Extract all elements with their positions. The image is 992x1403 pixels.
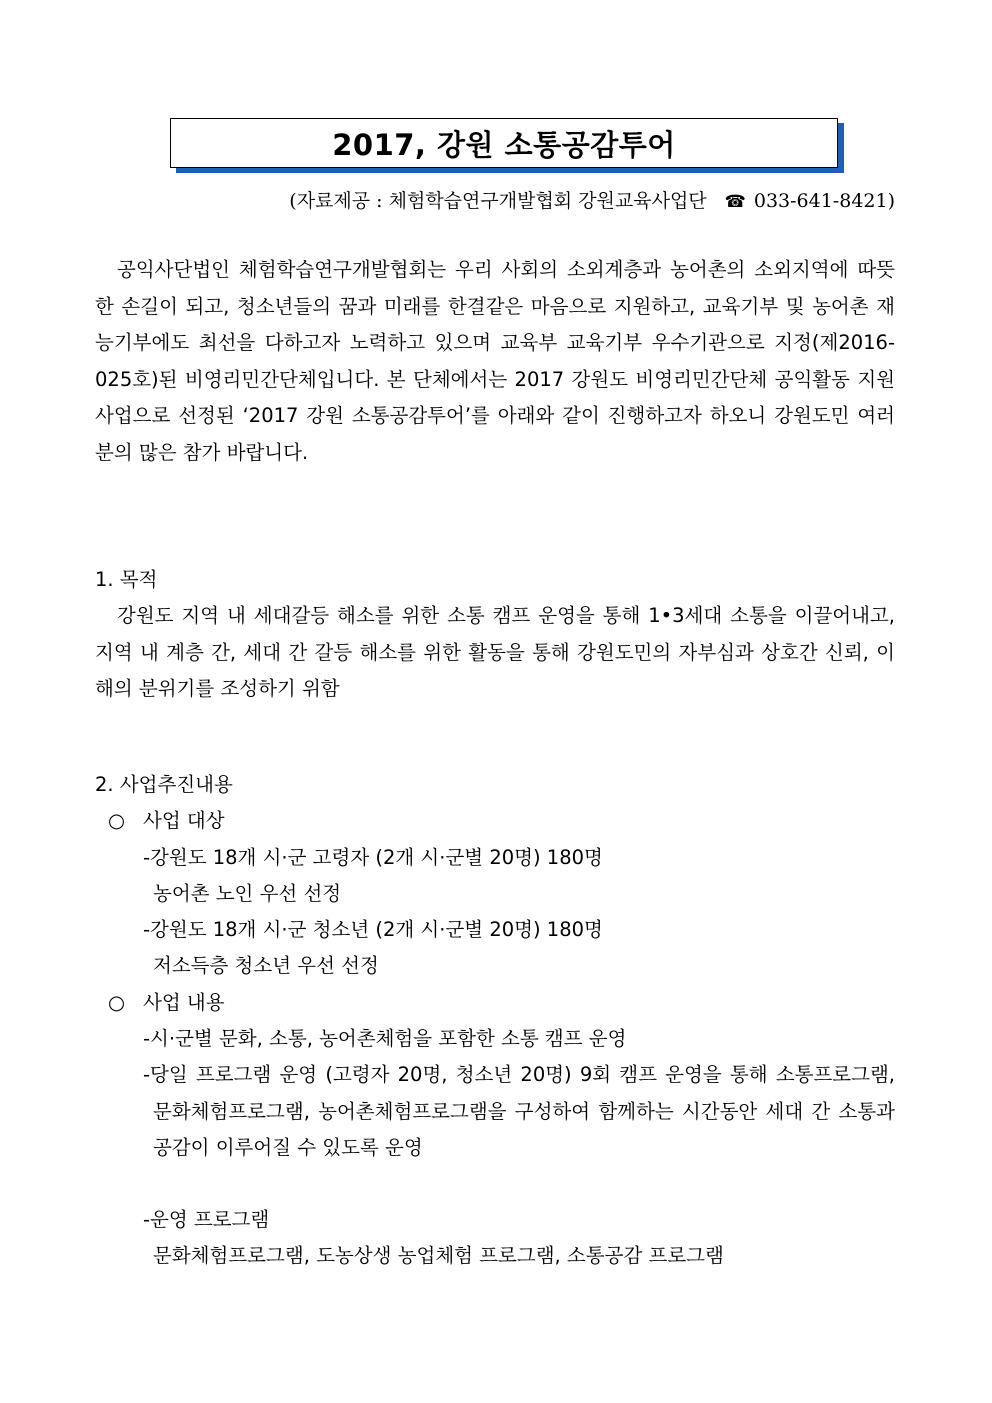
intro-paragraph [95,252,895,471]
source-text: (자료제공 : 체험학습연구개발협회 강원교육사업단 [289,190,707,212]
content-line-3-note: 문화체험프로그램, 도농상생 농업체험 프로그램, 소통공감 프로그램 [153,1244,724,1267]
content-line-3-text: -운영 프로그램 [143,1208,270,1231]
target-label: 사업 대상 [143,809,225,832]
section1-text: 강원도 지역 내 세대갈등 해소를 위한 소통 캠프 운영을 통해 1•3세대 소통을 이끌어내고, 지역 내 계층 간, 세대 간 갈등 해소를 위한 활동을 통해 강원도민의 자부심과 상호간 신뢰, 이해의 분위기를 조성하기 위함 [95,604,895,700]
intro-text: 공익사단법인 체험학습연구개발협회는 우리 사회의 소외계층과 농어촌의 소외지역에 따뜻한 손길이 되고, 청소년들의 꿈과 미래를 한결같은 마음으로 지원하고, 교육기부 및 농어촌 재능기부에도 최선을 다하고자 노력하고 있으며 교육부 교육기부 우수기관으로 지정(제2016-025호)된 비영리민간단체입니다. 본 단체에서는 2017 강원도 비영리민간단체 공익활동 지원사업으로 선정된 ‘2017 강원 소통공감투어’를 아래와 같이 진행하고자 하오니 강원도민 여러분의 많은 참가 바랍니다. [95,258,895,464]
target-bullet [108,803,225,840]
target-line-1 [143,840,895,877]
section2-heading: 2. 사업추진내용 [95,773,233,796]
source-phone: 033-641-8421) [753,190,895,212]
page-title: 2017, 강원 소통공감투어 [332,127,676,162]
bullet-circle: ○ [108,809,126,832]
section1-body [95,598,895,708]
bullet-circle: ○ [108,991,126,1014]
content-line-1 [143,1021,895,1058]
content-line-1-text: -시·군별 문화, 소통, 농어촌체험을 포함한 소통 캠프 운영 [143,1027,627,1050]
target-line-1-note: 농어촌 노인 우선 선정 [153,882,342,905]
target-line-2-text: -강원도 18개 시·군 청소년 (2개 시·군별 20명) 180명 [143,918,603,941]
content-label: 사업 내용 [143,991,225,1014]
title-box [170,118,838,168]
content-line-3 [143,1202,895,1239]
section1-heading: 1. 목적 [95,568,158,591]
target-line-2 [143,912,895,949]
target-line-1-text: -강원도 18개 시·군 고령자 (2개 시·군별 20명) 180명 [143,846,603,869]
content-bullet [108,985,225,1022]
target-line-2-note: 저소득층 청소년 우선 선정 [153,954,379,977]
telephone-icon: ☎ [724,192,746,212]
content-line-2: -당일 프로그램 운영 (고령자 20명, 청소년 20명) 9회 캠프 운영을 통해 소통프로그램, 문화체험프로그램, 농어촌체험프로그램을 구성하여 함께하는 시간동안 세대 간 소통과 공감이 이루어질 수 있도록 운영 [143,1063,895,1159]
source-credit [289,186,895,213]
